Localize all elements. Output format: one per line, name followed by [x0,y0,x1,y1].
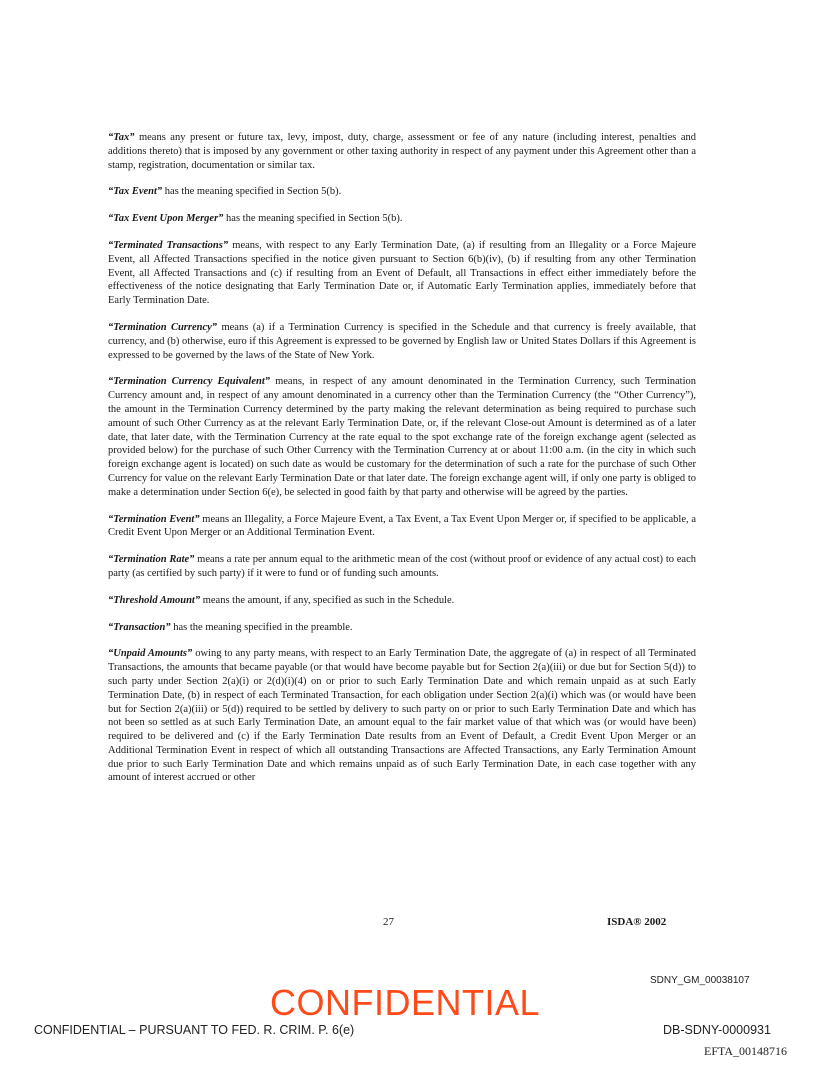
definition-term: “Terminated Transactions” [108,239,229,251]
definition-text: means, with respect to any Early Termination Date, (a) if resulting from an Illegality or a Force Majeure Event, all Affected Transactions specified in the notice given pursuant to Section 6(b)(iv), (b) if resulting from any other Termination Event, all Affected Transactions and (c) if resulting from an Event of Default, all Transactions in effect either immediately before the effectiveness of the notice designating that Early Termination Date or, if Automatic Early Termination applies, immediately before that Early Termination Date. [108,239,697,307]
definition-term: “Unpaid Amounts” [108,648,193,660]
definition-text: has the meaning specified in the preamble. [170,621,353,633]
definition-termination-rate [108,553,696,581]
efta-bates-stamp: EFTA_00148716 [704,1044,788,1058]
definition-threshold-amount [108,594,696,608]
definition-text: owing to any party means, with respect to an Early Termination Date, the aggregate of (a) in respect of all Terminated Transactions, the amounts that became payable (or that would have become payable but for Section 2(a)(iii) or due but for Section 5(d)) to such party under Section 2(a)(i) or 2(d)(i)(4) on or prior to such Early Termination Date and which remain unpaid as at such Early Termination Date, (b) in respect of each Terminated Transaction, for each obligation under Section 2(a)(i) which was (or would have been but for Section 2(a)(iii) or 5(d)) required to be settled by delivery to such party on or prior to such Early Termination Date and which has not been so settled as at such Early Termination Date, an amount equal to the fair market value of that which was (or would have been) required to be delivered and (c) if the Early Termination Date results from an Event of Default, a Credit Event Upon Merger or an Additional Termination Event in respect of which all outstanding Transactions are Affected Transactions, any Early Termination Amount due prior to such Early Termination Date and which remains unpaid as of such Early Termination Date, in each case together with any amount of interest accrued or other [108,648,696,784]
definition-term: “Tax Event” [108,186,163,198]
definition-tax-event-upon-merger [108,212,696,226]
definition-termination-event [108,513,696,541]
definition-term: “Termination Rate” [108,554,195,566]
definition-text: means an Illegality, a Force Majeure Event, a Tax Event, a Tax Event Upon Merger or, if specified to be applicable, a Credit Event Upon Merger or an Additional Termination Event. [108,513,696,539]
definition-text: means (a) if a Termination Currency is specified in the Schedule and that currency is freely available, that currency, and (b) otherwise, euro if this Agreement is expressed to be governed by English law or United States Dollars if this Agreement is expressed to be governed by the laws of the State of New York. [108,321,697,361]
page-number: 27 [383,916,394,928]
definition-text: has the meaning specified in Section 5(b). [162,186,342,198]
definition-tax-event [108,185,696,199]
definition-terminated-transactions [108,239,696,308]
definition-tax [108,131,696,172]
definition-term: “Termination Currency Equivalent” [108,376,271,388]
db-bates-stamp: DB-SDNY-0000931 [663,1023,771,1037]
definition-text: means, in respect of any amount denominated in the Termination Currency, such Termination Currency amount and, in respect of any amount denominated in a currency other than the Termination Currency (the “Other Currency”), the amount in the Termination Currency determined by the party making the relevant determination as being required to purchase such amount of such Other Currency as at the relevant Early Termination Date, or, if the relevant Close-out Amount is determined as of a later date, that later date, with the Termination Currency at the rate equal to the spot exchange rate of the foreign exchange agent (selected as provided below) for the purchase of such Other Currency with the Termination Currency at or about 11:00 a.m. (in the city in which such foreign exchange agent is located) on such date as would be customary for the determination of such a rate for the purchase of such Other Currency for value on the relevant Early Termination Date or that later date. The foreign exchange agent will, if only one party is obliged to make a determination under Section 6(e), be selected in good faith by that party and otherwise will be agreed by the parties. [108,376,696,498]
definition-text: means any present or future tax, levy, impost, duty, charge, assessment or fee of any nature (including interest, penalties and additions thereto) that is imposed by any government or other taxing authority in respect of any payment under this Agreement other than a stamp, registration, documentation or similar tax. [108,132,696,171]
definition-termination-currency [108,321,696,362]
definition-transaction [108,621,696,635]
confidential-watermark: CONFIDENTIAL [270,982,541,1023]
isda-footer: ISDA® 2002 [607,916,667,928]
definition-term: “Termination Currency” [108,321,218,333]
definition-text: has the meaning specified in Section 5(b). [223,213,403,225]
definition-text: means a rate per annum equal to the arithmetic mean of the cost (without proof or evidence of any actual cost) to each party (as certified by such party) if it were to fund or of funding such amounts. [108,554,696,579]
definition-term: “Termination Event” [108,513,200,525]
definition-termination-currency-equivalent [108,375,696,499]
definition-term: “Transaction” [108,621,171,633]
sdny-bates-stamp: SDNY_GM_00038107 [650,975,750,986]
definition-term: “Threshold Amount” [108,594,201,606]
definition-text: means the amount, if any, specified as such in the Schedule. [200,594,455,606]
confidential-notice: CONFIDENTIAL – PURSUANT TO FED. R. CRIM. P. 6(e) [34,1023,355,1037]
definition-term: “Tax Event Upon Merger” [108,213,224,225]
definition-unpaid-amounts [108,647,696,785]
definitions-body [108,131,696,798]
definition-term: “Tax” [108,132,135,143]
